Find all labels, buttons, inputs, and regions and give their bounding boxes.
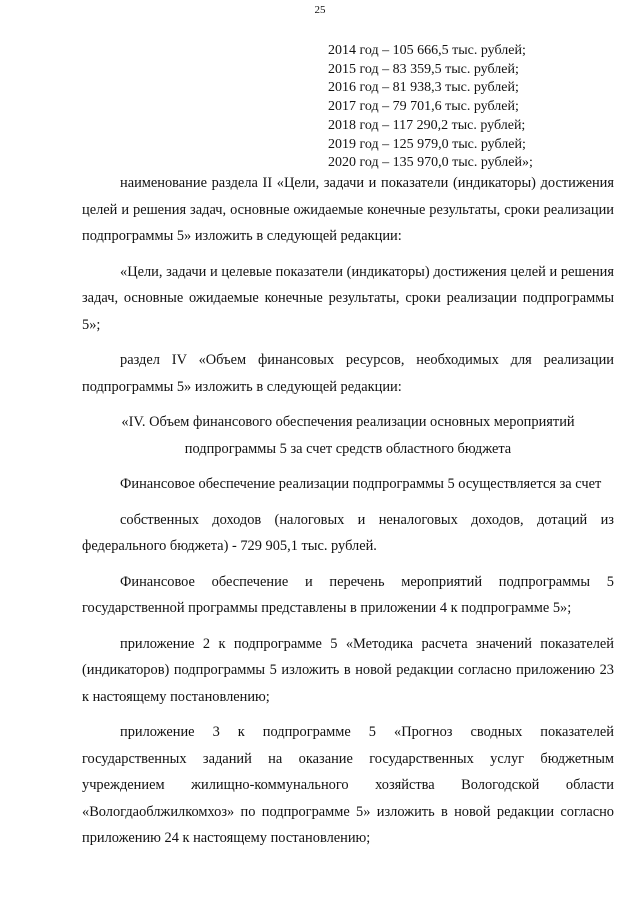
paragraph-section-2-new-title: «Цели, задачи и целевые показатели (индикаторы) достижения целей и решения задач, основные ожидаемые конечные результаты, сроки реализации подпрограммы 5»; xyxy=(82,263,614,333)
funding-year-2014: 2014 год – 105 666,5 тыс. рублей; xyxy=(328,43,526,58)
funding-year-2016: 2016 год – 81 938,3 тыс. рублей; xyxy=(328,80,519,96)
page-number: 25 xyxy=(314,4,326,16)
funding-by-year-list xyxy=(328,42,533,173)
document-body xyxy=(82,170,614,852)
paragraph-financing: Финансовое обеспечение реализации подпрограммы 5 осуществляется за счет xyxy=(120,476,602,492)
funding-year-2018: 2018 год – 117 290,2 тыс. рублей; xyxy=(328,117,526,133)
paragraph-own-revenues: собственных доходов (налоговых и неналоговых доходов, дотаций из федерального бюджета) - 729 905,1 тыс. рублей. xyxy=(82,511,614,554)
funding-year-2019: 2019 год – 125 979,0 тыс. рублей; xyxy=(328,136,526,152)
paragraph-section-4-title: раздел IV «Объем финансовых ресурсов, необходимых для реализации подпрограммы 5» изложить в следующей редакции: xyxy=(82,352,614,395)
funding-year-2020: 2020 год – 135 970,0 тыс. рублей»; xyxy=(328,155,533,171)
paragraph-section-2-title: наименование раздела II «Цели, задачи и показатели (индикаторы) достижения целей и решения задач, основные ожидаемые конечные результаты, сроки реализации подпрограммы 5» изложить в следующей редакции: xyxy=(82,175,614,244)
paragraph-appendix-2: приложение 2 к подпрограмме 5 «Методика расчета значений показателей (индикаторов) подпрограммы 5 изложить в новой редакции согласно приложению 23 к настоящему постановлению; xyxy=(82,635,614,705)
section-4-heading: «IV. Объем финансового обеспечения реализации основных мероприятий подпрограммы 5 за счет средств областного бюджета xyxy=(121,414,575,457)
paragraph-appendix-3: приложение 3 к подпрограмме 5 «Прогноз сводных показателей государственных заданий на оказание государственных услуг бюджетным учреждением жилищно-коммунального хозяйства Вологодской области «Вологдаоблжилкомхоз» по подпрограмме 5» изложить в новой редакции согласно приложению 24 к настоящему постановлению; xyxy=(82,724,614,846)
paragraph-financing-list: Финансовое обеспечение и перечень мероприятий подпрограммы 5 государственной программы представлены в приложении 4 к подпрограмме 5»; xyxy=(82,573,614,616)
funding-year-2015: 2015 год – 83 359,5 тыс. рублей; xyxy=(328,61,519,77)
funding-year-2017: 2017 год – 79 701,6 тыс. рублей; xyxy=(328,99,519,115)
